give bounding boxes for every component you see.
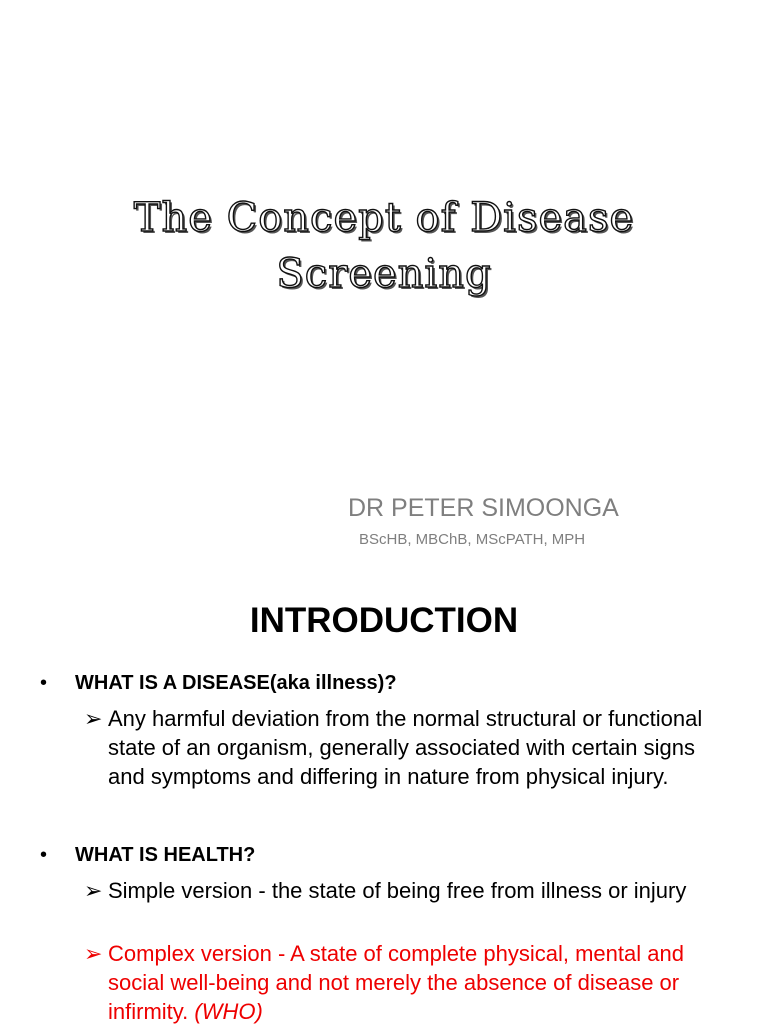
definition-text: Complex version - A state of complete physical, mental and social well-being and not merely the absence of disease or infirmity. <box>108 941 684 1024</box>
title-line-2: Screening <box>276 251 492 297</box>
bullet-marker: • <box>40 672 48 694</box>
introduction-slide <box>0 576 768 1024</box>
slide-title <box>60 190 708 302</box>
arrow-bullet-icon: ➢ <box>84 706 103 731</box>
bullet-marker: • <box>40 844 48 866</box>
arrow-bullet-icon: ➢ <box>84 941 103 966</box>
title-line-1: The Concept of Disease <box>133 195 635 241</box>
arrow-bullet-icon: ➢ <box>84 878 103 903</box>
source-citation: (WHO) <box>194 999 263 1024</box>
slide-heading: INTRODUCTION <box>249 601 519 640</box>
author-name: DR PETER SIMOONGA <box>348 494 619 522</box>
author-credentials: BScHB, MBChB, MScPATH, MPH <box>359 531 586 548</box>
disease-definition <box>84 704 724 791</box>
question-text: WHAT IS HEALTH? <box>75 844 256 866</box>
bullet-health-question <box>40 844 255 867</box>
definition-text: Any harmful deviation from the normal structural or functional state of an organism, generally associated with certain signs and symptoms and differing in nature from physical injury. <box>108 706 703 789</box>
definition-text: Simple version - the state of being free from illness or injury <box>108 878 687 903</box>
bullet-disease-question <box>40 672 397 695</box>
question-text: WHAT IS A DISEASE(aka illness)? <box>75 672 397 694</box>
health-complex-definition <box>84 939 724 1024</box>
health-simple-definition <box>84 876 724 905</box>
